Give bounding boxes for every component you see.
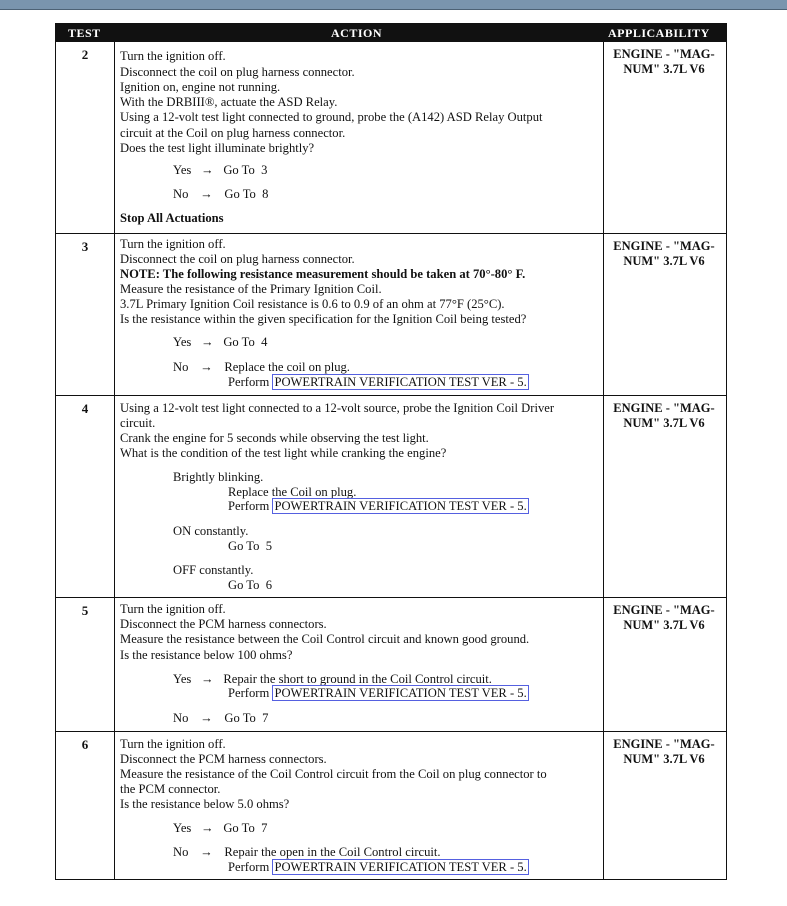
arrow-icon: →: [201, 163, 214, 177]
action-line: Turn the ignition off.: [120, 237, 226, 251]
perform-label: Perform: [228, 375, 270, 389]
goto-target: 4: [261, 335, 268, 349]
test-number: 3: [81, 239, 89, 254]
action-line: 3.7L Primary Ignition Coil resistance is 0.6 to 0.9 of an ohm at 77°F (25°C).: [120, 297, 505, 311]
table-row: [56, 233, 726, 395]
arrow-icon: →: [200, 845, 213, 859]
action-cell: [114, 234, 604, 395]
action-line: Is the resistance below 5.0 ohms?: [120, 797, 290, 811]
branch-action: Replace the Coil on plug.: [228, 485, 357, 499]
applicability-cell: [602, 42, 726, 77]
yes-branch: [173, 821, 267, 836]
applicability-cell: [602, 396, 726, 431]
no-branch: [173, 845, 441, 860]
applicability-line: NUM" 3.7L V6: [623, 254, 705, 268]
action-line: Turn the ignition off.: [120, 602, 226, 616]
goto-label: Go To: [223, 821, 255, 835]
branch-action: Repair the short to ground in the Coil Control circuit.: [223, 672, 492, 686]
verification-test-link[interactable]: POWERTRAIN VERIFICATION TEST VER - 5.: [274, 686, 527, 700]
yes-label: Yes: [173, 821, 192, 835]
goto-label: Go To: [224, 187, 256, 201]
no-label: No: [173, 711, 189, 725]
header-applicability: APPLICABILITY: [608, 26, 710, 40]
arrow-icon: →: [201, 672, 214, 686]
goto-label: Go To: [228, 578, 260, 592]
goto-target: 6: [265, 578, 273, 592]
action-cell: [114, 42, 604, 233]
action-line: Is the resistance below 100 ohms?: [120, 648, 293, 662]
note-line: NOTE: The following resistance measurement should be taken at 70°-80° F.: [120, 267, 526, 281]
test-number: 4: [81, 401, 89, 416]
test-number: 6: [81, 737, 89, 752]
goto-target: 3: [261, 163, 268, 177]
goto-label: Go To: [224, 711, 256, 725]
applicability-line: ENGINE - "MAG-: [613, 603, 715, 617]
verification-test-link[interactable]: POWERTRAIN VERIFICATION TEST VER - 5.: [274, 499, 527, 513]
applicability-cell: [602, 234, 726, 269]
goto-target: 7: [262, 711, 269, 725]
action-line: With the DRBIII®, actuate the ASD Relay.: [120, 95, 338, 109]
option-label: ON constantly.: [173, 524, 249, 538]
goto-target: 5: [265, 539, 273, 553]
no-label: No: [173, 845, 189, 859]
action-line: circuit at the Coil on plug harness connector.: [120, 126, 346, 140]
applicability-line: ENGINE - "MAG-: [613, 47, 715, 61]
arrow-icon: →: [201, 821, 214, 835]
diagnostic-test-table: [55, 23, 727, 880]
no-branch: [173, 187, 268, 202]
action-line: What is the condition of the test light while cranking the engine?: [120, 446, 447, 460]
perform-line: [228, 686, 529, 701]
action-line: Disconnect the PCM harness connectors.: [120, 752, 327, 766]
option-label: OFF constantly.: [173, 563, 254, 577]
applicability-line: NUM" 3.7L V6: [623, 416, 705, 430]
action-line: Disconnect the coil on plug harness connector.: [120, 252, 355, 266]
action-line: Disconnect the PCM harness connectors.: [120, 617, 327, 631]
applicability-line: NUM" 3.7L V6: [623, 752, 705, 766]
arrow-icon: →: [200, 711, 213, 725]
test-number: 2: [81, 47, 89, 62]
applicability-line: NUM" 3.7L V6: [623, 618, 705, 632]
window-title-bar: [0, 0, 787, 10]
perform-label: Perform: [228, 499, 270, 513]
option-label: Brightly blinking.: [173, 470, 264, 484]
table-row: [56, 395, 726, 597]
action-line: Measure the resistance of the Coil Control circuit from the Coil on plug connector to: [120, 767, 547, 781]
arrow-icon: →: [200, 360, 213, 374]
table-row: [56, 597, 726, 731]
table-row: [56, 41, 726, 233]
goto-label: Go To: [223, 163, 255, 177]
action-cell: [114, 396, 604, 597]
goto-label: Go To: [228, 539, 260, 553]
yes-label: Yes: [173, 672, 192, 686]
action-line: Disconnect the coil on plug harness connector.: [120, 65, 355, 79]
action-line: Measure the resistance of the Primary Ignition Coil.: [120, 282, 382, 296]
action-line: Turn the ignition off.: [120, 737, 226, 751]
goto-line: [228, 539, 272, 554]
action-line: Ignition on, engine not running.: [120, 80, 281, 94]
no-label: No: [173, 187, 189, 201]
perform-line: [228, 375, 529, 390]
yes-branch: [173, 335, 267, 350]
goto-label: Go To: [223, 335, 255, 349]
no-branch: [173, 711, 268, 726]
action-line: Is the resistance within the given specification for the Ignition Coil being tested?: [120, 312, 527, 326]
action-line: circuit.: [120, 416, 156, 430]
branch-action: Repair the open in the Coil Control circuit.: [224, 845, 441, 859]
table-row: [56, 731, 726, 879]
applicability-cell: [602, 598, 726, 633]
applicability-line: ENGINE - "MAG-: [613, 737, 715, 751]
action-cell: [114, 732, 604, 879]
action-line: Using a 12-volt test light connected to a 12-volt source, probe the Ignition Coil Driver: [120, 401, 555, 415]
perform-label: Perform: [228, 860, 270, 874]
action-line: the PCM connector.: [120, 782, 221, 796]
branch-action: Replace the coil on plug.: [224, 360, 350, 374]
arrow-icon: →: [201, 335, 214, 349]
perform-line: [228, 499, 529, 514]
goto-target: 7: [261, 821, 268, 835]
verification-test-link[interactable]: POWERTRAIN VERIFICATION TEST VER - 5.: [274, 375, 527, 389]
goto-line: [228, 578, 272, 593]
action-line: Measure the resistance between the Coil Control circuit and known good ground.: [120, 632, 530, 646]
no-branch: [173, 360, 350, 375]
action-cell: [114, 598, 604, 731]
header-action: ACTION: [331, 26, 383, 40]
test-number: 5: [81, 603, 89, 618]
yes-label: Yes: [173, 335, 192, 349]
applicability-cell: [602, 732, 726, 767]
action-line: Turn the ignition off.: [120, 49, 226, 63]
yes-branch: [173, 163, 267, 178]
header-test: TEST: [68, 26, 101, 40]
applicability-line: ENGINE - "MAG-: [613, 401, 715, 415]
table-header: [56, 24, 726, 41]
applicability-line: NUM" 3.7L V6: [623, 62, 705, 76]
applicability-line: ENGINE - "MAG-: [613, 239, 715, 253]
goto-target: 8: [262, 187, 269, 201]
arrow-icon: →: [200, 187, 213, 201]
action-line: Crank the engine for 5 seconds while observing the test light.: [120, 431, 429, 445]
perform-label: Perform: [228, 686, 270, 700]
yes-label: Yes: [173, 163, 192, 177]
action-line: Using a 12-volt test light connected to ground, probe the (A142) ASD Relay Output: [120, 110, 543, 124]
verification-test-link[interactable]: POWERTRAIN VERIFICATION TEST VER - 5.: [274, 860, 527, 874]
stop-actuations-note: Stop All Actuations: [120, 211, 224, 225]
action-line: Does the test light illuminate brightly?: [120, 141, 315, 155]
perform-line: [228, 860, 529, 875]
no-label: No: [173, 360, 189, 374]
